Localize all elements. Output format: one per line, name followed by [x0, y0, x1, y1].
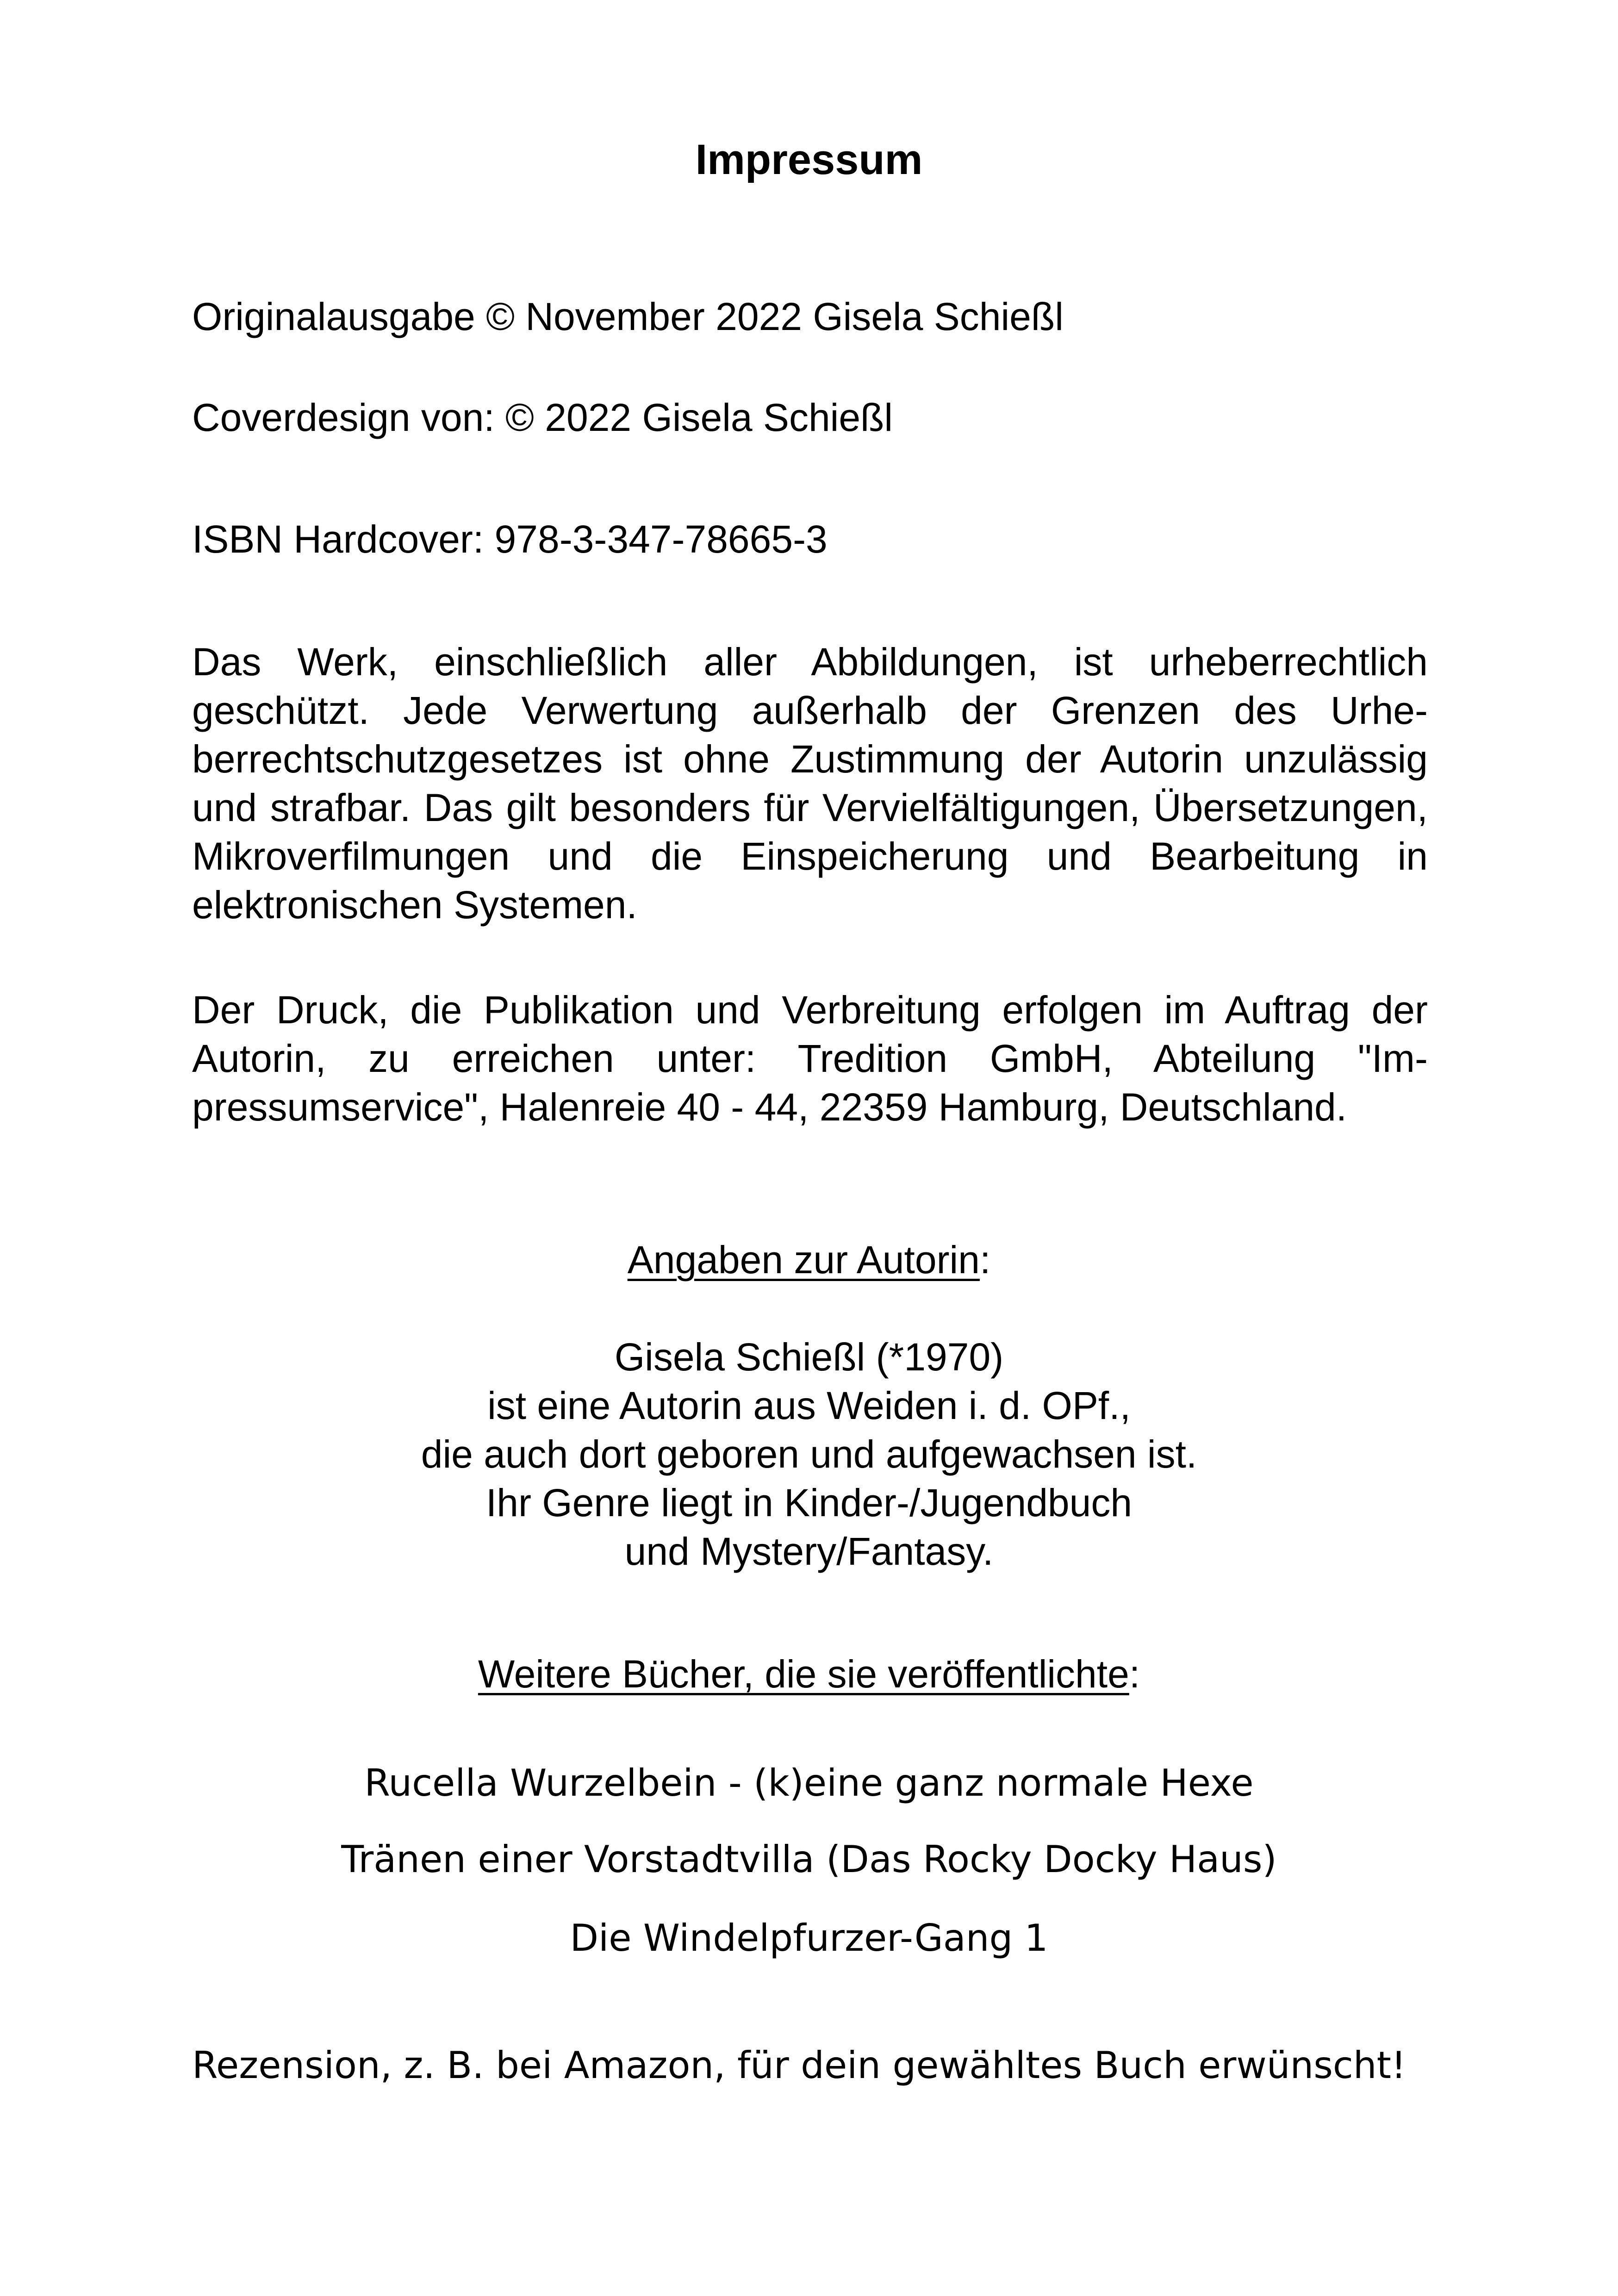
books-heading-colon: :: [1129, 1652, 1140, 1696]
author-heading: [0, 1236, 1618, 1284]
author-bio-line: Gisela Schießl (*1970): [614, 1335, 1004, 1379]
author-bio-line: die auch dort geboren und aufgewachsen ist.: [421, 1432, 1197, 1476]
page-title: Impressum: [695, 136, 923, 183]
books-heading: [0, 1650, 1618, 1699]
author-bio-line: ist eine Autorin aus Weiden i. d. OPf.,: [487, 1384, 1131, 1427]
review-request: Rezension, z. B. bei Amazon, für dein gewähltes Buch erwünscht!: [192, 2044, 1406, 2087]
books-heading-text: Weitere Bücher, die sie veröffentlichte: [478, 1652, 1129, 1696]
author-bio-line: und Mystery/Fantasy.: [624, 1530, 994, 1573]
book-title: Tränen einer Vorstadtvilla (Das Rocky Docky Haus): [341, 1838, 1277, 1881]
isbn-line: ISBN Hardcover: 978-3-347-78665-3: [192, 517, 828, 561]
author-heading-text: Angaben zur Autorin: [627, 1238, 980, 1282]
copyright-paragraph: Das Werk, einschließlich aller Abbildungen, ist urheberrechtlich geschützt. Jede Verwertung außerhalb der Grenzen des Urheberrechtschutzgesetzes ist ohne Zustimmung der Autorin unzulässig und strafbar. Das gilt besonders für Vervielfältigungen, Übersetzungen, Mikroverfilmungen und die Einspeicherung und Bearbeitung in elektronischen Systemen.: [192, 640, 1428, 927]
book-title: Die Windelpfurzer-Gang 1: [570, 1916, 1048, 1960]
author-heading-colon: :: [979, 1238, 991, 1282]
print-notice-paragraph: Der Druck, die Publikation und Verbreitung erfolgen im Auftrag der Autorin, zu erreichen unter: Tredition GmbH, Abteilung "Impressumservice", Halenreie 40 - 44, 22359 Hamburg, Deutschland.: [192, 988, 1428, 1129]
book-title: Rucella Wurzelbein - (k)eine ganz normale Hexe: [364, 1761, 1254, 1804]
author-bio-line: Ihr Genre liegt in Kinder-/Jugendbuch: [485, 1481, 1133, 1524]
cover-design-line: Coverdesign von: © 2022 Gisela Schießl: [192, 396, 893, 439]
original-edition-line: Originalausgabe © November 2022 Gisela Schießl: [192, 295, 1064, 338]
